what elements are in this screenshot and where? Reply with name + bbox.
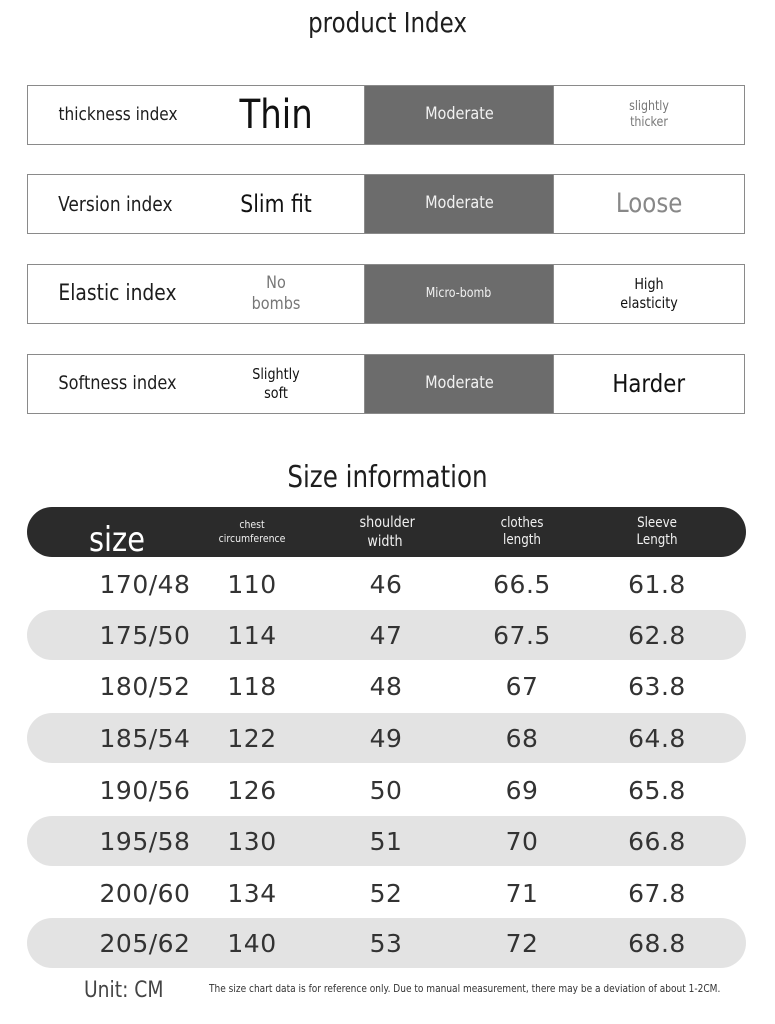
- length-cell: 67.5: [493, 620, 551, 650]
- header-shoulder: shoulder width: [359, 513, 415, 550]
- table-row: [27, 816, 746, 866]
- size-table-header: [27, 507, 746, 560]
- index-option-high: Harder: [612, 369, 686, 399]
- index-option-low: Thin: [239, 92, 313, 138]
- length-cell: 72: [505, 928, 539, 958]
- shoulder-cell: 50: [369, 775, 403, 805]
- product-index-title: product Index: [308, 6, 467, 39]
- table-row: [27, 765, 746, 815]
- shoulder-cell: 48: [369, 671, 403, 701]
- table-row: [27, 610, 746, 660]
- length-cell: 68: [505, 723, 539, 753]
- sleeve-cell: 67.8: [628, 878, 686, 908]
- index-row-elastic: [27, 264, 745, 324]
- size-cell: 190/56: [99, 775, 191, 805]
- index-label: thickness index: [58, 103, 178, 125]
- table-row: [27, 559, 746, 609]
- chest-cell: 140: [227, 928, 277, 958]
- shoulder-cell: 49: [369, 723, 403, 753]
- header-chest: chest circumference: [218, 518, 286, 545]
- header-sleeve-length: Sleeve Length: [636, 514, 678, 548]
- size-cell: 185/54: [99, 723, 191, 753]
- index-option-high: slightly thicker: [629, 98, 669, 130]
- shoulder-cell: 46: [369, 569, 403, 599]
- index-option-high: Loose: [615, 188, 683, 220]
- length-cell: 69: [505, 775, 539, 805]
- table-row: [27, 868, 746, 918]
- table-row: [27, 713, 746, 763]
- chest-cell: 130: [227, 826, 277, 856]
- index-option-selected: Moderate: [364, 355, 554, 413]
- sleeve-cell: 68.8: [628, 928, 686, 958]
- index-option-high: High elasticity: [620, 275, 678, 312]
- chest-cell: 110: [227, 569, 277, 599]
- index-row-version: [27, 174, 745, 234]
- chest-cell: 134: [227, 878, 277, 908]
- unit-label: Unit: CM: [84, 978, 164, 1003]
- chest-cell: 122: [227, 723, 277, 753]
- sleeve-cell: 64.8: [628, 723, 686, 753]
- index-option-selected: Micro-bomb: [364, 265, 554, 323]
- header-clothes-length: clothes length: [500, 514, 544, 548]
- chest-cell: 118: [227, 671, 277, 701]
- size-cell: 170/48: [99, 569, 191, 599]
- size-cell: 175/50: [99, 620, 191, 650]
- header-size: size: [88, 519, 146, 560]
- index-option-low: Slightly soft: [252, 365, 300, 402]
- shoulder-cell: 47: [369, 620, 403, 650]
- sleeve-cell: 62.8: [628, 620, 686, 650]
- shoulder-cell: 53: [369, 928, 403, 958]
- chest-cell: 126: [227, 775, 277, 805]
- index-option-selected: Moderate: [364, 86, 554, 144]
- sleeve-cell: 63.8: [628, 671, 686, 701]
- index-row-thickness: [27, 85, 745, 145]
- sleeve-cell: 61.8: [628, 569, 686, 599]
- index-option-selected: Moderate: [364, 175, 554, 233]
- index-option-low: No bombs: [251, 272, 301, 314]
- size-cell: 205/62: [99, 928, 191, 958]
- index-label: Elastic index: [58, 281, 177, 307]
- index-row-softness: [27, 354, 745, 414]
- length-cell: 71: [505, 878, 539, 908]
- table-row: [27, 918, 746, 968]
- shoulder-cell: 51: [369, 826, 403, 856]
- length-cell: 67: [505, 671, 539, 701]
- size-cell: 195/58: [99, 826, 191, 856]
- length-cell: 66.5: [493, 569, 551, 599]
- sleeve-cell: 66.8: [628, 826, 686, 856]
- shoulder-cell: 52: [369, 878, 403, 908]
- index-label: Softness index: [58, 372, 177, 395]
- table-row: [27, 661, 746, 711]
- size-cell: 180/52: [99, 671, 191, 701]
- disclaimer-note: The size chart data is for reference only. Due to manual measurement, there may be a deviation of about 1-2CM.: [209, 982, 721, 995]
- size-information-title: Size information: [287, 460, 488, 495]
- index-option-low: Slim fit: [240, 190, 312, 218]
- chest-cell: 114: [227, 620, 277, 650]
- length-cell: 70: [505, 826, 539, 856]
- sleeve-cell: 65.8: [628, 775, 686, 805]
- size-cell: 200/60: [99, 878, 191, 908]
- index-label: Version index: [58, 191, 173, 216]
